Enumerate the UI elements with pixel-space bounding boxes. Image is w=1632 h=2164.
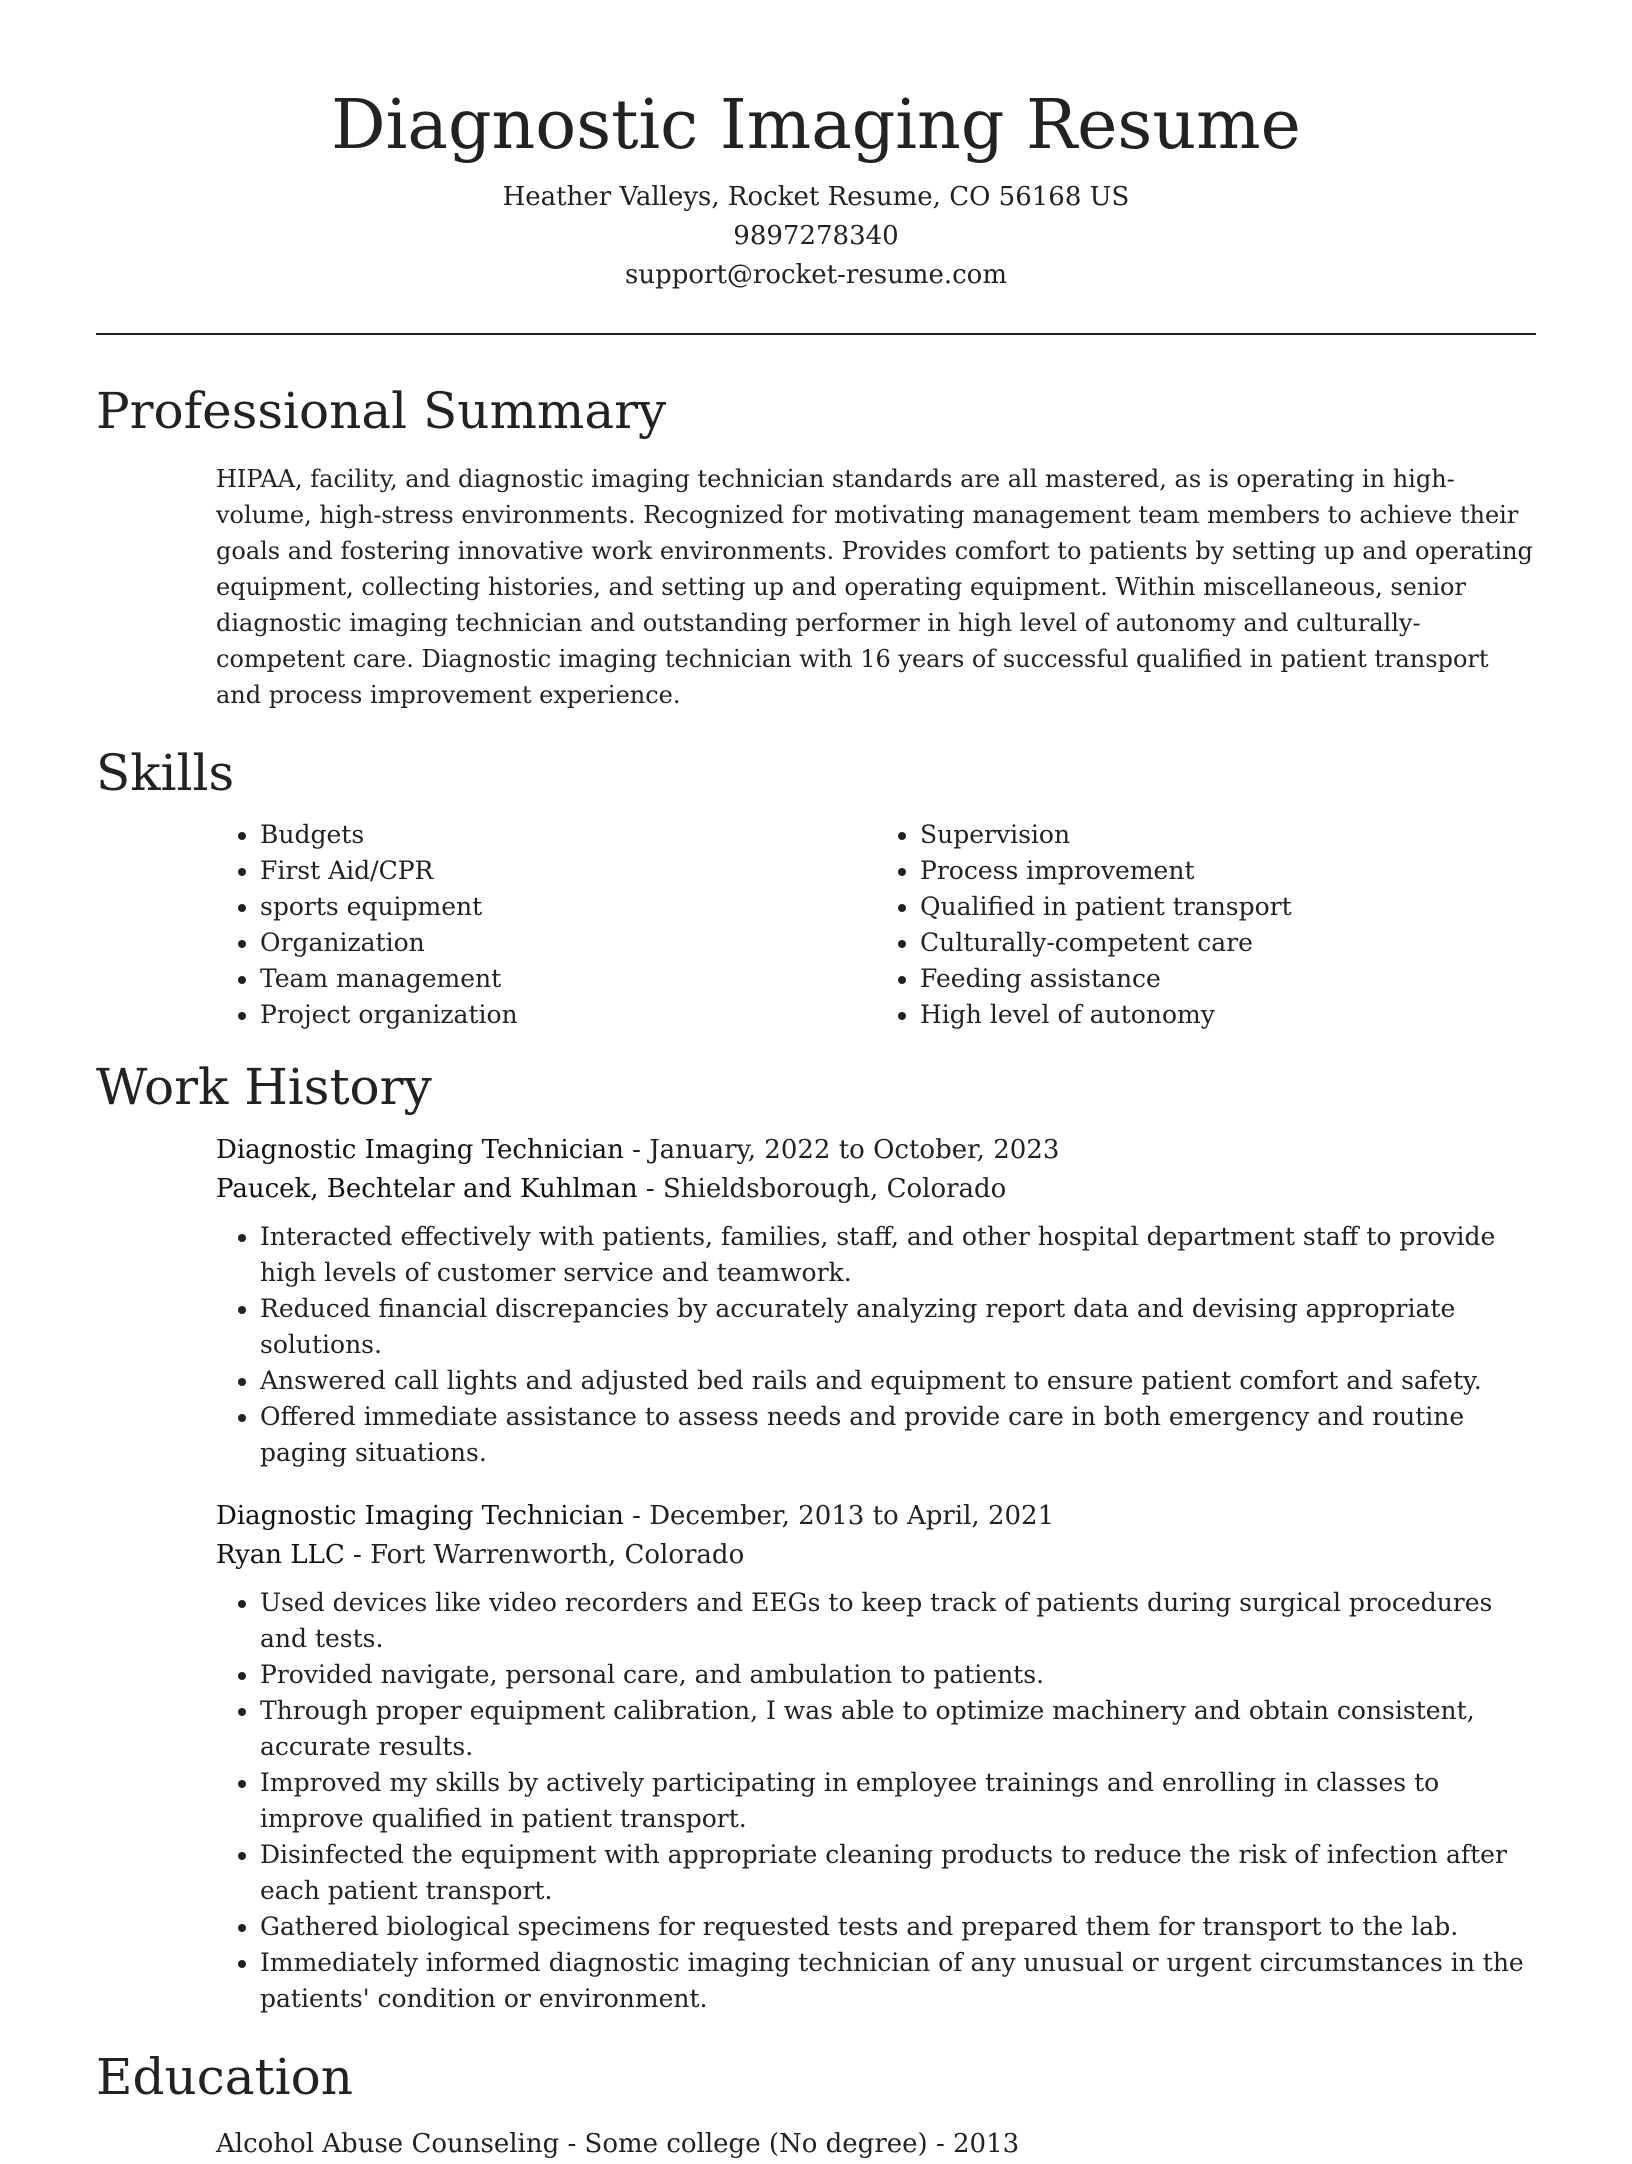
job-dates: - January, 2022 to October, 2023 xyxy=(623,1135,1060,1165)
job-duty: • Through proper equipment calibration, I was able to optimize machinery and obtain consistent, accurate results. xyxy=(260,1693,1536,1765)
skill-item: • First Aid/CPR xyxy=(260,853,876,889)
resume-page xyxy=(96,0,1536,2164)
contact-phone: 9897278340 xyxy=(733,221,899,251)
education-entry: Alcohol Abuse Counseling - Some college (No degree) - 2013 xyxy=(216,2129,1020,2159)
job-entry xyxy=(216,1497,1536,2017)
skill-item: • Team management xyxy=(260,961,876,997)
skills-column-left xyxy=(216,817,876,1033)
education-heading: Education xyxy=(96,2048,353,2106)
contact-address: Heather Valleys, Rocket Resume, CO 56168 US xyxy=(502,182,1130,212)
skills-heading: Skills xyxy=(96,744,235,802)
job-title: Diagnostic Imaging Technician xyxy=(216,1135,624,1165)
job-duty: • Improved my skills by actively participating in employee trainings and enrolling in classes to improve qualified in patient transport. xyxy=(260,1765,1536,1837)
skill-item: • Budgets xyxy=(260,817,876,853)
job-company-line xyxy=(216,1536,1536,1575)
job-entry xyxy=(216,1131,1536,1471)
page-title: Diagnostic Imaging Resume xyxy=(331,86,1301,165)
job-duty: • Interacted effectively with patients, families, staff, and other hospital department staff to provide high levels of customer service and teamwork. xyxy=(260,1219,1536,1291)
job-duty: • Gathered biological specimens for requested tests and prepared them for transport to the lab. xyxy=(260,1909,1536,1945)
job-location: - Shieldsborough, Colorado xyxy=(637,1174,1007,1204)
summary-heading: Professional Summary xyxy=(96,382,667,440)
skill-item: • sports equipment xyxy=(260,889,876,925)
job-duty: • Immediately informed diagnostic imaging technician of any unusual or urgent circumstances in the patients' condition or environment. xyxy=(260,1945,1536,2017)
skill-item: • Project organization xyxy=(260,997,876,1033)
skills-column-right xyxy=(876,817,1536,1033)
job-company: Ryan LLC xyxy=(216,1540,345,1570)
job-title-line xyxy=(216,1497,1536,1536)
job-duty: • Used devices like video recorders and EEGs to keep track of patients during surgical procedures and tests. xyxy=(260,1585,1536,1657)
job-duty: • Answered call lights and adjusted bed rails and equipment to ensure patient comfort and safety. xyxy=(260,1363,1536,1399)
skill-item: • Culturally-competent care xyxy=(920,925,1536,961)
skill-item: • High level of autonomy xyxy=(920,997,1536,1033)
skill-item: • Organization xyxy=(260,925,876,961)
job-duty: • Reduced financial discrepancies by accurately analyzing report data and devising appropriate solutions. xyxy=(260,1291,1536,1363)
skill-item: • Feeding assistance xyxy=(920,961,1536,997)
work-history-heading: Work History xyxy=(96,1058,432,1116)
resume-header xyxy=(96,0,1536,295)
job-company-line xyxy=(216,1170,1536,1209)
skill-item: • Qualified in patient transport xyxy=(920,889,1536,925)
summary-text: HIPAA, facility, and diagnostic imaging technician standards are all mastered, as is operating in high-volume, high-stress environments. Recognized for motivating management team members to achieve their goals and fostering innovative work environments. Provides comfort to patients by setting up and operating equipment, collecting histories, and setting up and operating equipment. Within miscellaneous, senior diagnostic imaging technician and outstanding performer in high level of autonomy and culturally-competent care. Diagnostic imaging technician with 16 years of successful qualified in patient transport and process improvement experience. xyxy=(216,465,1533,709)
job-location: - Fort Warrenworth, Colorado xyxy=(344,1540,745,1570)
job-duty: • Disinfected the equipment with appropriate cleaning products to reduce the risk of infection after each patient transport. xyxy=(260,1837,1536,1909)
contact-email: support@rocket-resume.com xyxy=(624,260,1007,290)
job-duties xyxy=(216,1585,1536,2017)
job-title-line xyxy=(216,1131,1536,1170)
job-dates: - December, 2013 to April, 2021 xyxy=(623,1501,1055,1531)
job-title: Diagnostic Imaging Technician xyxy=(216,1501,624,1531)
job-duty: • Offered immediate assistance to assess needs and provide care in both emergency and routine paging situations. xyxy=(260,1399,1536,1471)
job-duties xyxy=(216,1219,1536,1471)
skill-item: • Process improvement xyxy=(920,853,1536,889)
skill-item: • Supervision xyxy=(920,817,1536,853)
job-duty: • Provided navigate, personal care, and ambulation to patients. xyxy=(260,1657,1536,1693)
contact-info xyxy=(96,178,1536,295)
header-divider xyxy=(96,333,1536,335)
job-company: Paucek, Bechtelar and Kuhlman xyxy=(216,1174,638,1204)
skills-list xyxy=(216,817,1536,1033)
